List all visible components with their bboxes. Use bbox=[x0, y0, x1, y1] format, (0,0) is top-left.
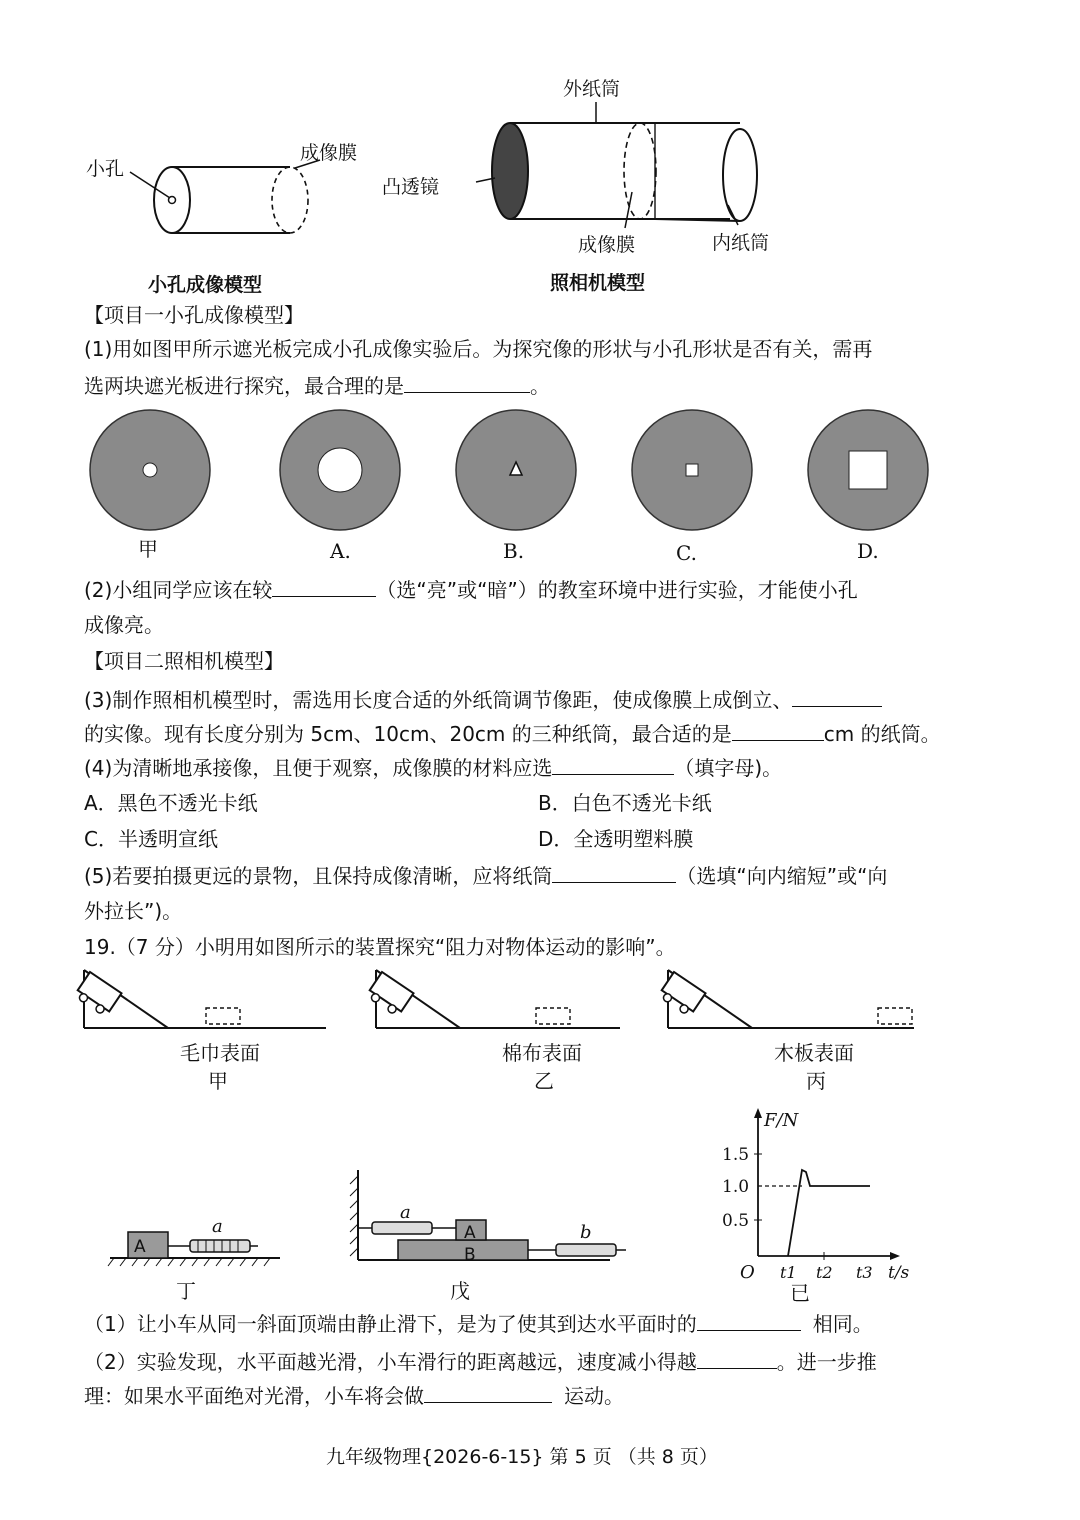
graph-ylabel: F/N bbox=[764, 1110, 799, 1131]
ramp-yi-tag: 乙 bbox=[534, 1069, 554, 1093]
q19-blank-2[interactable] bbox=[697, 1346, 777, 1369]
camera-inner-label: 内纸筒 bbox=[712, 232, 770, 254]
graph-xtick-t2: t2 bbox=[816, 1263, 833, 1282]
graph-xtick-t1: t1 bbox=[780, 1263, 797, 1282]
q19-p2: （2）实验发现，水平面越光滑，小车滑行的距离越远，速度减小得越 。进一步推 bbox=[84, 1346, 877, 1377]
ding-meter-label: a bbox=[212, 1216, 223, 1237]
ramp-bing-tag: 丙 bbox=[806, 1069, 826, 1093]
plate-label-b: B. bbox=[503, 539, 525, 563]
q5-line1: (5)若要拍摄更远的景物，且保持成像清晰，应将纸筒 （选填“向内缩短”或“向 bbox=[84, 860, 887, 891]
graph-ytick-1-0: 1.0 bbox=[722, 1177, 750, 1197]
q19-title: 19.（7 分）小明用如图所示的装置探究“阻力对物体运动的影响”。 bbox=[84, 935, 676, 959]
plate-jia bbox=[90, 410, 210, 530]
ramp-bing bbox=[658, 970, 914, 1028]
project1-heading: 【项目一小孔成像模型】 bbox=[84, 303, 304, 327]
q3-blank-2[interactable] bbox=[732, 718, 824, 741]
graph-ytick-0-5: 0.5 bbox=[722, 1211, 750, 1231]
q1-answer-blank[interactable] bbox=[404, 370, 530, 393]
q4-option-b: B．白色不透光卡纸 bbox=[538, 791, 712, 815]
wu-block-a-label: A bbox=[464, 1223, 476, 1243]
q2-line1: (2)小组同学应该在较 （选“亮”或“暗”）的教室环境中进行实验，才能使小孔 bbox=[84, 574, 858, 605]
ramp-jia-surface: 毛巾表面 bbox=[180, 1041, 260, 1065]
camera-lens-label: 凸透镜 bbox=[382, 176, 440, 198]
ding-block-label: A bbox=[134, 1237, 146, 1257]
camera-outer-label: 外纸筒 bbox=[563, 78, 621, 100]
pinhole-caption: 小孔成像模型 bbox=[148, 274, 263, 296]
graph-ytick-1-5: 1.5 bbox=[722, 1145, 750, 1165]
plate-label-a: A. bbox=[330, 539, 351, 563]
q19-blank-3[interactable] bbox=[424, 1380, 552, 1403]
shading-plates bbox=[0, 412, 1080, 532]
q1-line2: 选两块遮光板进行探究，最合理的是 。 bbox=[84, 370, 550, 401]
plate-c bbox=[632, 410, 752, 530]
camera-film-label: 成像膜 bbox=[578, 234, 636, 256]
q5-line2: 外拉长”)。 bbox=[84, 899, 183, 923]
graph-tag: 已 bbox=[790, 1281, 810, 1305]
wu-meter-b-label: b bbox=[580, 1222, 592, 1243]
pinhole-film-label: 成像膜 bbox=[300, 142, 358, 164]
page-footer: 九年级物理{2026-6-15} 第 5 页 （共 8 页） bbox=[326, 1446, 718, 1468]
q5-answer-blank[interactable] bbox=[552, 860, 676, 883]
plate-d bbox=[808, 410, 928, 530]
q2-answer-blank[interactable] bbox=[272, 574, 376, 597]
plate-label-d: D. bbox=[857, 539, 879, 563]
plate-label-c: C. bbox=[676, 541, 697, 565]
ramp-jia-tag: 甲 bbox=[208, 1069, 228, 1093]
q3-line2: 的实像。现有长度分别为 5cm、10cm、20cm 的三种纸筒，最合适的是 cm 的纸筒。 bbox=[84, 718, 941, 749]
q4-option-c: C．半透明宣纸 bbox=[84, 827, 218, 851]
ramp-figures bbox=[0, 966, 1080, 1046]
camera-caption: 照相机模型 bbox=[550, 272, 646, 294]
wu-tag: 戊 bbox=[450, 1279, 470, 1303]
q3-line1: (3)制作照相机模型时，需选用长度合适的外纸筒调节像距，使成像膜上成倒立、 bbox=[84, 684, 882, 715]
plate-a bbox=[280, 410, 400, 530]
q19-p3: 理：如果水平面绝对光滑，小车将会做 运动。 bbox=[84, 1380, 624, 1411]
q19-blank-1[interactable] bbox=[697, 1308, 801, 1331]
wu-meter-a-label: a bbox=[400, 1202, 411, 1223]
pinhole-hole-label: 小孔 bbox=[86, 158, 125, 180]
ramp-yi-surface: 棉布表面 bbox=[502, 1041, 582, 1065]
plate-b bbox=[456, 410, 576, 530]
ramp-jia bbox=[74, 970, 326, 1028]
plate-label-jia: 甲 bbox=[138, 537, 158, 561]
project2-heading: 【项目二照相机模型】 bbox=[84, 649, 284, 673]
q4-option-d: D．全透明塑料膜 bbox=[538, 827, 694, 851]
q1-line1: (1)用如图甲所示遮光板完成小孔成像实验后。为探究像的形状与小孔形状是否有关，需再 bbox=[84, 337, 873, 361]
ramp-yi bbox=[366, 970, 620, 1028]
wu-block-b-label: B bbox=[464, 1245, 476, 1265]
ding-tag: 丁 bbox=[176, 1279, 196, 1303]
q2-line2: 成像亮。 bbox=[84, 613, 164, 637]
q4-option-a: A．黑色不透光卡纸 bbox=[84, 791, 258, 815]
ramp-bing-surface: 木板表面 bbox=[774, 1041, 854, 1065]
graph-xlabel: t/s bbox=[888, 1263, 910, 1283]
q4-line: (4)为清晰地承接像，且便于观察，成像膜的材料应选 （填字母)。 bbox=[84, 752, 782, 783]
graph-origin: O bbox=[740, 1262, 755, 1283]
q19-p1: （1）让小车从同一斜面顶端由静止滑下，是为了使其到达水平面时的 相同。 bbox=[84, 1308, 873, 1339]
figure-wu bbox=[350, 1164, 650, 1274]
graph-xtick-t3: t3 bbox=[856, 1263, 873, 1282]
q4-answer-blank[interactable] bbox=[552, 752, 674, 775]
q3-blank-1[interactable] bbox=[792, 684, 882, 707]
